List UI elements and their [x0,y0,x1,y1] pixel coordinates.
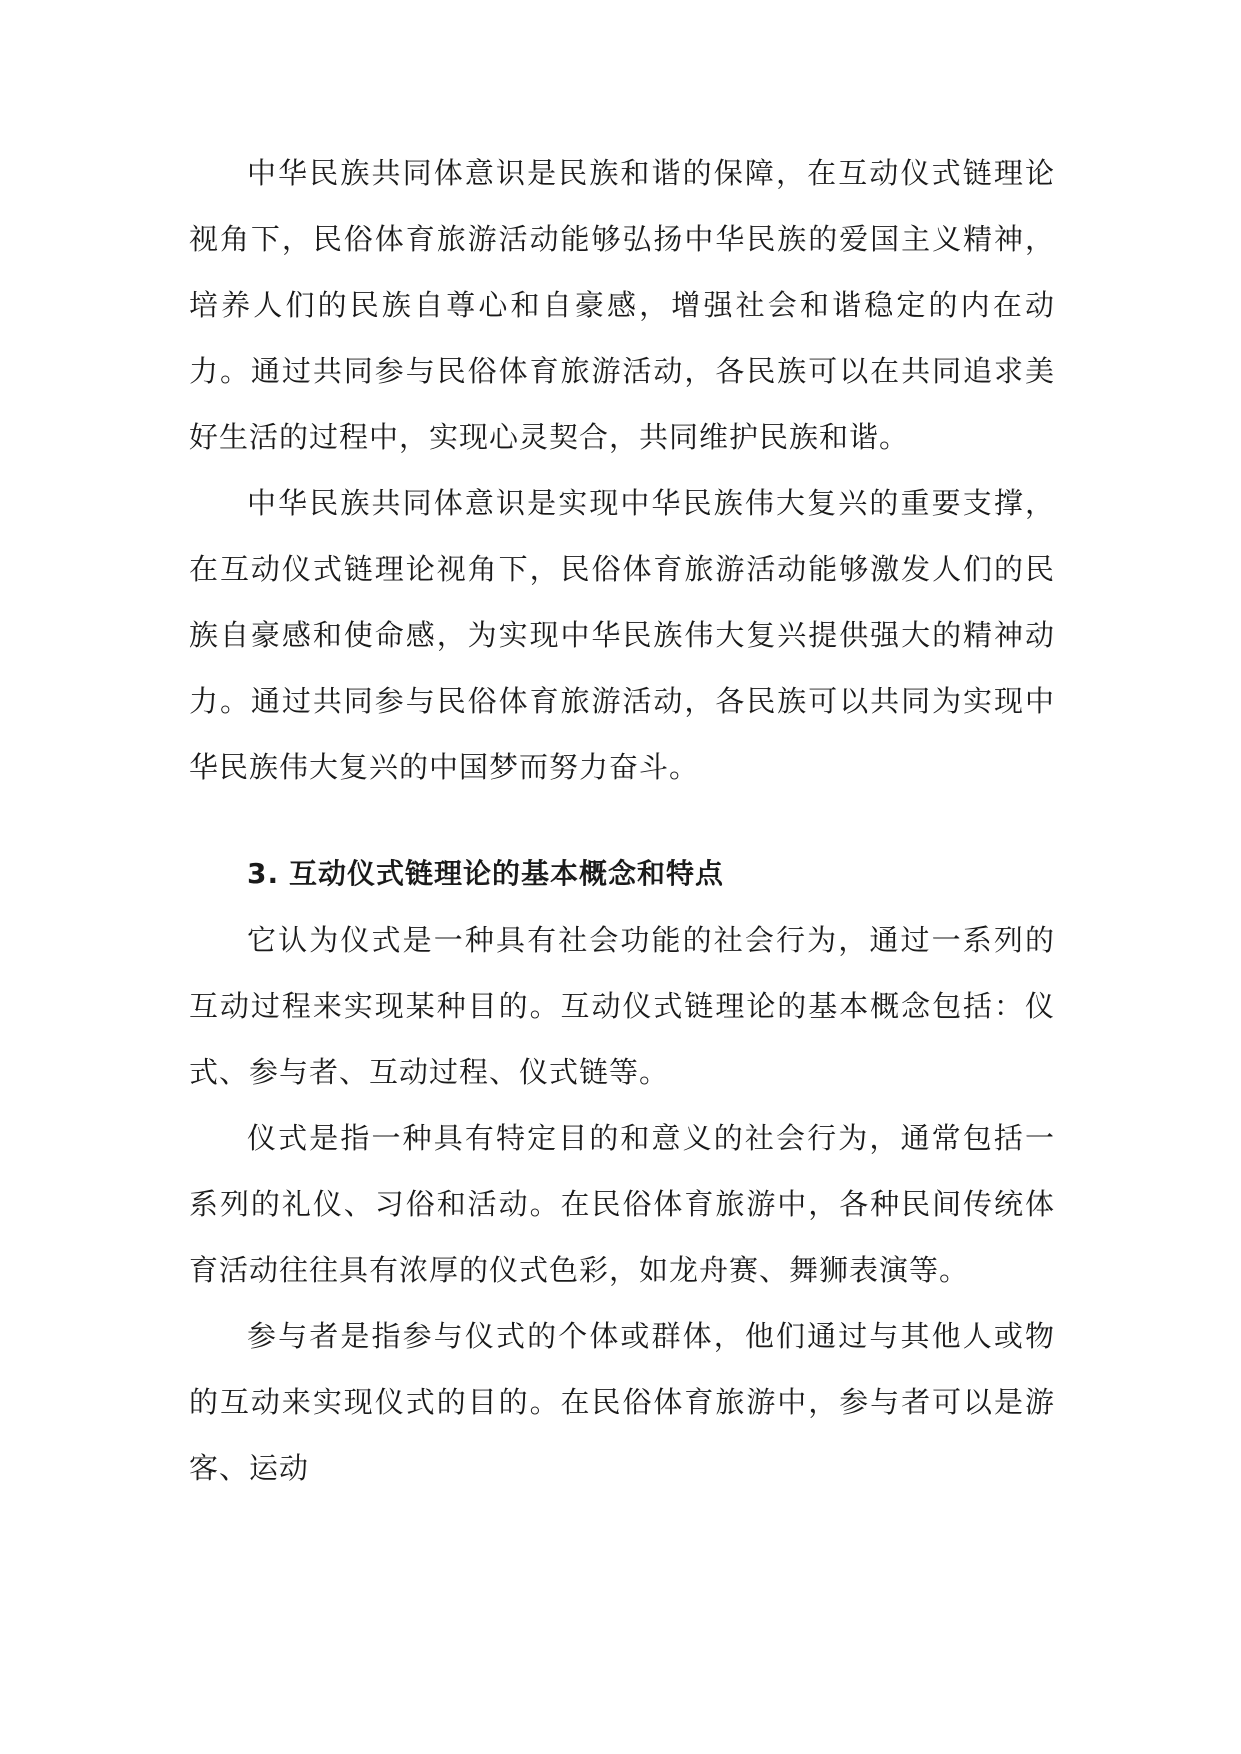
section-title: 互动仪式链理论的基本概念和特点 [289,857,725,890]
paragraph: 它认为仪式是一种具有社会功能的社会行为，通过一系列的互动过程来实现某种目的。互动仪式链理论的基本概念包括：仪式、参与者、互动过程、仪式链等。 [189,923,1055,1089]
section-number: 3. [247,857,280,890]
section-heading [189,841,1055,907]
paragraph: 参与者是指参与仪式的个体或群体，他们通过与其他人或物的互动来实现仪式的目的。在民俗体育旅游中，参与者可以是游客、运动 [189,1319,1055,1485]
paragraph: 中华民族共同体意识是民族和谐的保障，在互动仪式链理论视角下，民俗体育旅游活动能够弘扬中华民族的爱国主义精神，培养人们的民族自尊心和自豪感，增强社会和谐稳定的内在动力。通过共同参与民俗体育旅游活动，各民族可以在共同追求美好生活的过程中，实现心灵契合，共同维护民族和谐。 [189,156,1055,454]
paragraph: 仪式是指一种具有特定目的和意义的社会行为，通常包括一系列的礼仪、习俗和活动。在民俗体育旅游中，各种民间传统体育活动往往具有浓厚的仪式色彩，如龙舟赛、舞狮表演等。 [189,1121,1055,1287]
paragraph: 中华民族共同体意识是实现中华民族伟大复兴的重要支撑，在互动仪式链理论视角下，民俗体育旅游活动能够激发人们的民族自豪感和使命感，为实现中华民族伟大复兴提供强大的精神动力。通过共同参与民俗体育旅游活动，各民族可以共同为实现中华民族伟大复兴的中国梦而努力奋斗。 [189,486,1055,784]
document-body [189,140,1055,1501]
